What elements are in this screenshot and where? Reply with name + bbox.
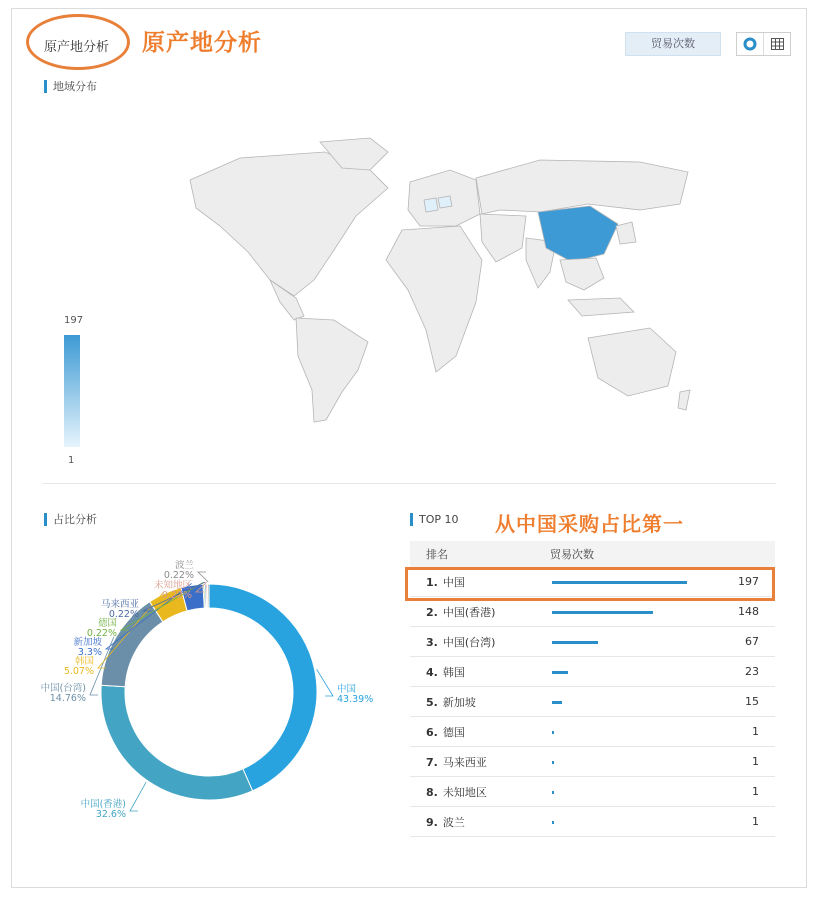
table-row[interactable] — [410, 597, 775, 627]
table-row[interactable] — [410, 747, 775, 777]
donut-label-pct-3: 5.07% — [63, 666, 94, 677]
row-value: 1 — [752, 755, 759, 768]
legend-max-label: 197 — [64, 315, 84, 326]
map-region-australia[interactable] — [588, 328, 676, 396]
table-header — [410, 541, 775, 567]
donut-label-name-3: 韩国 — [74, 656, 94, 667]
donut-chart — [22, 560, 392, 830]
row-country-name: 新加坡 — [442, 695, 476, 709]
donut-label-pct-7: 0.22% — [161, 590, 192, 601]
top-row-highlight-box — [405, 567, 775, 601]
metric-select-button[interactable]: 贸易次数 — [625, 32, 721, 56]
view-toggle — [736, 32, 791, 56]
table-row[interactable] — [410, 717, 775, 747]
row-country — [410, 664, 550, 680]
row-country — [410, 694, 550, 710]
world-map — [120, 130, 700, 430]
donut-label-name-1: 中国(香港) — [80, 799, 126, 810]
row-bar — [552, 671, 568, 674]
map-region-germany[interactable] — [424, 198, 438, 212]
col-metric-header: 贸易次数 — [550, 548, 594, 561]
donut-label-pct-5: 0.22% — [86, 628, 117, 639]
top10-annotation: 从中国采购占比第一 — [495, 512, 684, 536]
donut-label-name-0: 中国 — [337, 684, 357, 695]
row-country — [410, 784, 550, 800]
row-bar — [552, 611, 653, 614]
donut-leader-line-8 — [198, 572, 208, 582]
donut-slice-1[interactable] — [101, 685, 253, 800]
row-bar-cell — [550, 687, 720, 716]
row-bar — [552, 701, 562, 704]
map-region-middle-east[interactable] — [480, 214, 526, 262]
map-region-southeast-asia[interactable] — [560, 258, 604, 290]
page-title: 原产地分析 — [44, 40, 110, 55]
row-bar — [552, 731, 554, 734]
row-value: 67 — [745, 635, 759, 648]
donut-label-name-7: 未知地区 — [153, 580, 192, 591]
section-divider — [42, 483, 776, 484]
row-bar-cell — [550, 747, 720, 776]
row-rank: 9. — [426, 815, 438, 829]
row-bar — [552, 791, 554, 794]
table-row[interactable] — [410, 807, 775, 837]
map-region-africa[interactable] — [386, 226, 482, 372]
legend-min-label: 1 — [68, 455, 75, 466]
table-row[interactable] — [410, 657, 775, 687]
row-country-name: 马来西亚 — [442, 755, 487, 769]
table-grid-icon — [771, 38, 784, 50]
row-bar-cell — [550, 717, 720, 746]
row-country — [410, 754, 550, 770]
table-row[interactable] — [410, 777, 775, 807]
map-region-indonesia[interactable] — [568, 298, 634, 316]
row-country — [410, 724, 550, 740]
donut-label-name-4: 新加坡 — [73, 637, 102, 648]
row-country — [410, 814, 550, 830]
row-value: 1 — [752, 785, 759, 798]
table-row[interactable] — [410, 627, 775, 657]
col-rank-header: 排名 — [426, 548, 448, 561]
row-country-name: 韩国 — [442, 665, 465, 679]
row-country — [410, 634, 550, 650]
donut-chart-icon — [743, 37, 757, 51]
map-regions — [190, 138, 690, 422]
row-country-name: 德国 — [442, 725, 465, 739]
map-region-north-america[interactable] — [190, 152, 388, 296]
legend-gradient-bar[interactable] — [64, 335, 80, 447]
row-rank: 6. — [426, 725, 438, 739]
donut-label-name-8: 波兰 — [174, 560, 194, 571]
donut-label-pct-8: 0.22% — [163, 570, 194, 581]
donut-label-pct-4: 3.3% — [77, 647, 102, 658]
row-rank: 2. — [426, 605, 438, 619]
donut-view-button[interactable] — [737, 33, 763, 55]
row-country-name: 中国 — [442, 575, 465, 589]
table-body — [410, 567, 775, 837]
donut-section-label: 占比分析 — [44, 513, 97, 526]
map-section-label: 地域分布 — [44, 80, 97, 93]
row-country-name: 未知地区 — [442, 785, 487, 799]
row-bar-cell — [550, 627, 720, 656]
row-bar-cell — [550, 777, 720, 806]
row-rank: 3. — [426, 635, 438, 649]
top10-section-label: TOP 10 — [410, 513, 459, 526]
donut-label-pct-0: 43.39% — [337, 694, 374, 705]
donut-label-name-6: 马来西亚 — [100, 599, 139, 610]
row-value: 23 — [745, 665, 759, 678]
donut-slice-0[interactable] — [209, 584, 317, 791]
map-region-japan-korea[interactable] — [616, 222, 636, 244]
donut-label-pct-6: 0.22% — [108, 609, 139, 620]
row-bar — [552, 761, 554, 764]
row-bar-cell — [550, 807, 720, 836]
row-value: 1 — [752, 725, 759, 738]
row-value: 1 — [752, 815, 759, 828]
donut-label-name-2: 中国(台湾) — [40, 683, 86, 694]
map-region-poland[interactable] — [438, 196, 452, 208]
row-rank: 7. — [426, 755, 438, 769]
row-bar — [552, 821, 554, 824]
row-country-name: 中国(香港) — [442, 605, 496, 619]
row-rank: 5. — [426, 695, 438, 709]
map-region-new-zealand[interactable] — [678, 390, 690, 410]
row-bar-cell — [550, 657, 720, 686]
donut-slice-8[interactable] — [208, 584, 209, 608]
row-bar — [552, 641, 598, 644]
table-view-button[interactable] — [763, 33, 790, 55]
table-row[interactable] — [410, 687, 775, 717]
donut-label-pct-1: 32.6% — [95, 809, 126, 820]
donut-label-pct-2: 14.76% — [49, 693, 86, 704]
donut-label-name-5: 德国 — [97, 618, 117, 629]
row-rank: 8. — [426, 785, 438, 799]
row-rank: 4. — [426, 665, 438, 679]
row-country-name: 波兰 — [442, 815, 465, 829]
row-rank: 1. — [426, 575, 438, 589]
row-country-name: 中国(台湾) — [442, 635, 496, 649]
row-value: 197 — [738, 575, 759, 588]
donut-leader-line-1 — [130, 782, 146, 811]
row-value: 15 — [745, 695, 759, 708]
row-value: 148 — [738, 605, 759, 618]
annotation-title: 原产地分析 — [142, 30, 262, 56]
map-region-south-america[interactable] — [296, 318, 368, 422]
row-country — [410, 604, 550, 620]
row-bar-cell — [550, 597, 720, 626]
map-region-russia-asia[interactable] — [476, 160, 688, 214]
donut-leader-line-0 — [317, 669, 333, 696]
